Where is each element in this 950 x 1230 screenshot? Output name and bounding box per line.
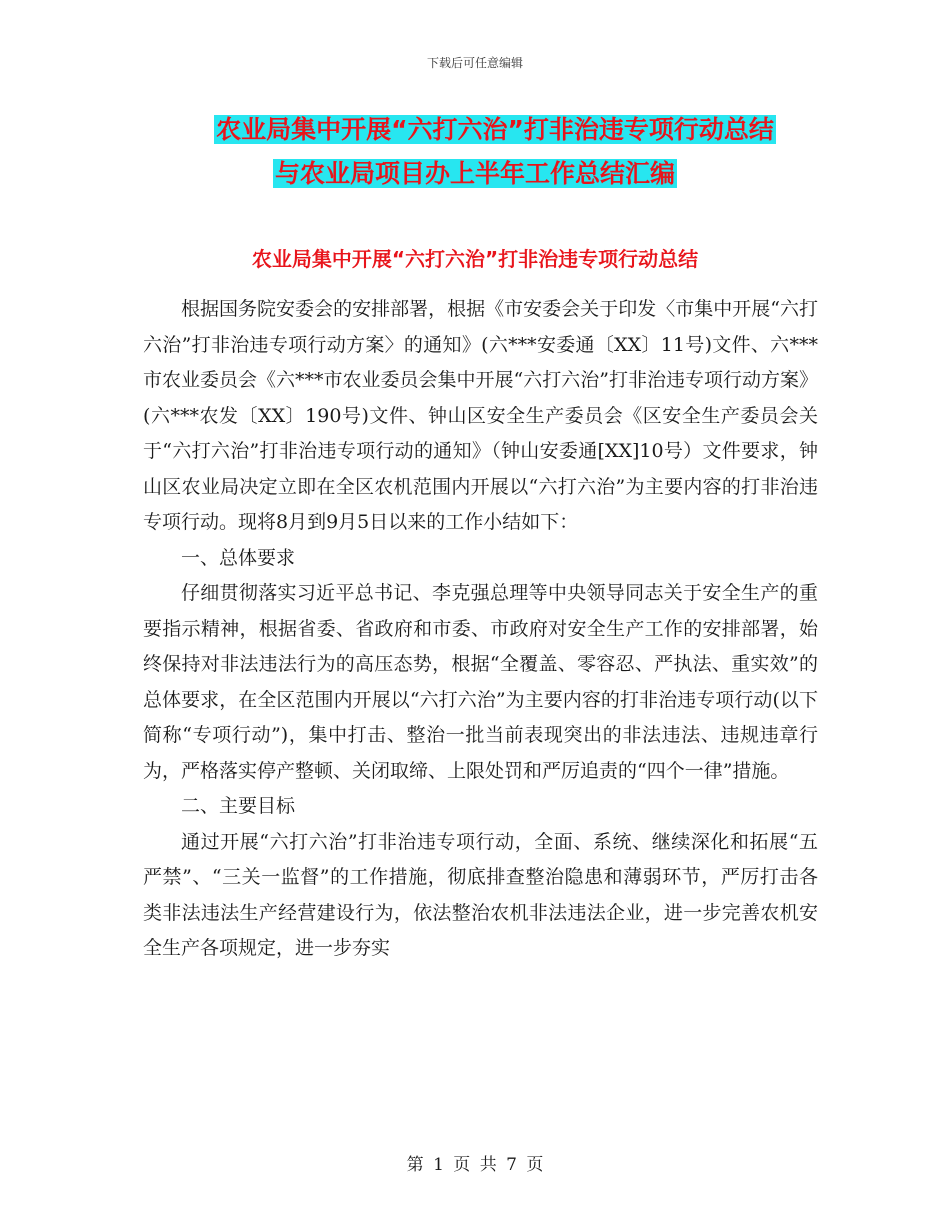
paragraph-intro: 根据国务院安委会的安排部署，根据《市安委会关于印发〈市集中开展“六打六治”打非治违专项行动方案〉的通知》(六***安委通〔XX〕11号)文件、六***市农业委员会《六***市农业委员会集中开展“六打六治”打非治违专项行动方案》(六***农发〔XX〕190号)文件、钟山区安全生产委员会《区安全生产委员会关于“六打六治”打非治违专项行动的通知》（钟山安委通[XX]10号）文件要求，钟山区农业局决定立即在全区农机范围内开展以“六打六治”为主要内容的打非治违专项行动。现将8月到9月5日以来的工作小结如下： <box>143 298 818 533</box>
main-title-line1 <box>0 110 950 150</box>
main-title-line2-text: 与农业局项目办上半年工作总结汇编 <box>274 159 675 188</box>
page-footer: 第 1 页 共 7 页 <box>406 1155 544 1175</box>
heading-main-goals: 二、主要目标 <box>181 795 296 817</box>
main-title-line2 <box>0 154 950 194</box>
paragraph-requirements: 仔细贯彻落实习近平总书记、李克强总理等中央领导同志关于安全生产的重要指示精神，根据省委、省政府和市委、市政府对安全生产工作的安排部署，始终保持对非法违法行为的高压态势，根据“全覆盖、零容忍、严执法、重实效”的总体要求，在全区范围内开展以“六打六治”为主要内容的打非治违专项行动(以下简称“专项行动”)，集中打击、整治一批当前表现突出的非法违法、违规违章行为，严格落实停产整顿、关闭取缔、上限处罚和严厉追责的“四个一律”措施。 <box>143 582 818 782</box>
paragraph-goals: 通过开展“六打六治”打非治违专项行动，全面、系统、继续深化和拓展“五严禁”、“三关一监督”的工作措施，彻底排查整治隐患和薄弱环节，严厉打击各类非法违法生产经营建设行为，依法整治农机非法违法企业，进一步完善农机安全生产各项规定，进一步夯实 <box>143 830 818 959</box>
section-title: 农业局集中开展“六打六治”打非治违专项行动总结 <box>251 247 699 271</box>
document-body <box>143 292 818 967</box>
header-note: 下载后可任意编辑 <box>426 56 523 70</box>
heading-overall-requirements: 一、总体要求 <box>181 546 296 569</box>
main-title-line1-text: 农业局集中开展“六打六治”打非治违专项行动总结 <box>216 115 774 144</box>
